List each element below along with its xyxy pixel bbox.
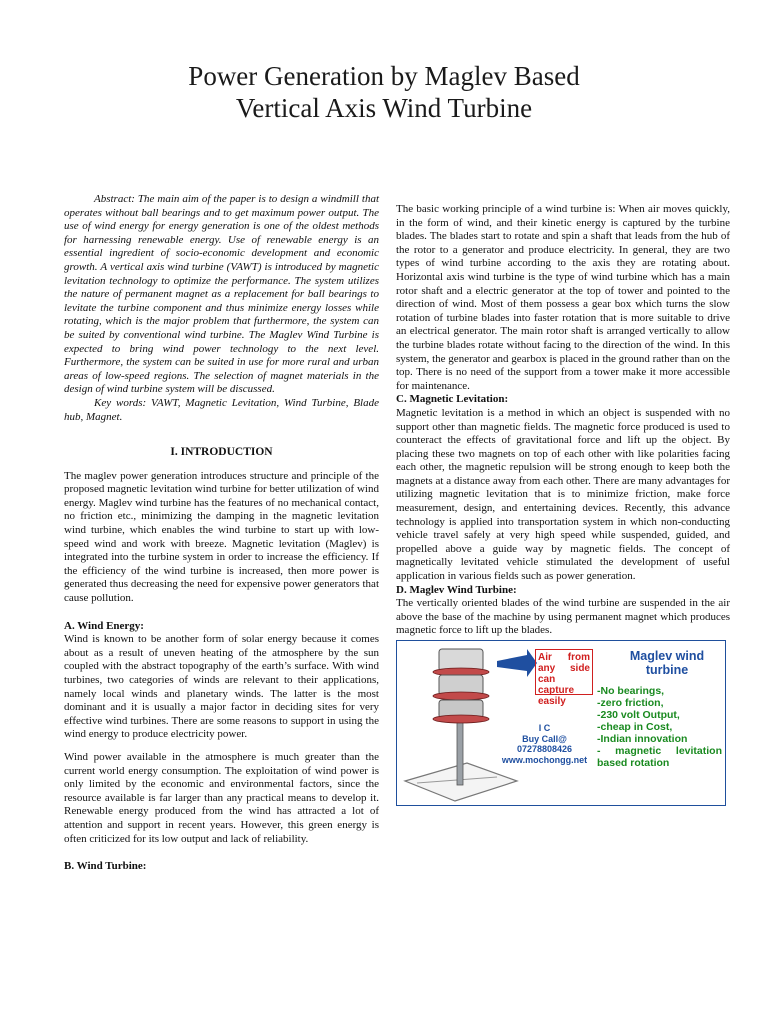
contact-line: I C [538,723,551,733]
section-heading-introduction: I. INTRODUCTION [170,446,273,459]
magnetic-levitation-paragraph: Magnetic levitation is a method in which an object is suspended with no support other than magnetic fields. The magnetic force produced is used to counteract the effects of gravitational force and lift up the object. By placing these two magnets on top of each other with like polarities facing each other, the magnetic repulsion will be strong enough to keep both the magnets at a distance away from each other. There are many advantages for utilizing magnetic levitation that is to minimize friction, make force measurement, design, and entertaining devices. Recently, this advance technology is applied into transportation system in which non-conducting vehicle travel safely at very high speed while suspended, guided, and propelled above a guide way by magnetic fields. The concept of magnetically levitated vehicle stimulated the development of useful application in various fields such as power generation. [396,406,730,583]
maglev-wind-turbine-paragraph: The vertically oriented blades of the wind turbine are suspended in the air above the base of the machine by using permanent magnet which produces magnetic force to lift up the blades. [396,597,730,637]
title-line-2: Vertical Axis Wind Turbine [235,93,533,123]
keywords: Key words: VAWT, Magnetic Levitation, Wind Turbine, Blade hub, Magnet. [64,396,379,423]
subsection-heading-maglev-wind-turbine: D. Maglev Wind Turbine: [396,583,517,596]
right-column [396,203,730,806]
figure-feature-list [597,685,722,769]
subsection-heading-wind-energy: A. Wind Energy: [64,619,144,632]
left-column [64,193,379,874]
wind-energy-paragraph-2: Wind power available in the atmosphere is much greater than the current world energy consumption. The exploitation of wind power is only limited by the economic and environmental factors, since the resource available is far larger than any practical means to develop it. Renewable energy produced from the wind has attracted a lot of attention and support in recent years. However, this green energy is often criticized for its low output and lack of reliability. [64,750,379,845]
intro-paragraph: The maglev power generation introduces structure and principle of the proposed magnetic levitation wind turbine for better utilization of wind energy. Maglev wind turbine has the features of no mechanical contact, no friction etc., minimizing the damping in the magnetic levitation wind turbine, which enables the wind turbine to start up with low-speed wind and work with breeze. Magnetic levitation (Maglev) is integrated into the turbine system in order to increase the efficiency. If the efficiency of the wind turbine is increased, then more power is generated thus decreasing the need for expensive power generators that cause pollution. [64,469,379,605]
subsection-heading-wind-turbine: B. Wind Turbine: [64,860,147,873]
magnet-ring-icon [433,692,489,700]
abstract: Abstract: The main aim of the paper is to design a windmill that operates without ball bearings and to get maximum power output. The use of wind energy for energy generation is one of the oldest methods for harnessing renewable energy. Use of renewable energy is an essential ingredient of socio-economic development and economic growth. A vertical axis wind turbine (VAWT) is introduced by magnetic levitation technology to optimize the performance. The system utilizes the nature of permanent magnet as a replacement for ball bearings to levitate the turbine component and thus minimize energy losses while rotating, which is the major problem that furthermore, the system can be suited by conventional wind turbine. The Maglev Wind Turbine is expected to bring wind power technology to the next level. Furthermore, the system can be suited in use for more rural and urban areas of low-speed regions. The selection of magnet materials in the design of wind turbine system will be discussed. [64,193,379,396]
magnet-ring-icon [433,715,489,723]
maglev-turbine-figure [396,640,726,806]
subsection-heading-magnetic-levitation: C. Magnetic Levitation: [396,393,509,406]
wind-arrow-icon [497,649,537,677]
contact-line: Buy Call@ [522,733,567,744]
wind-turbine-paragraph: The basic working principle of a wind turbine is: When air moves quickly, in the form of wind, and their kinetic energy is captured by the turbine blades. The blades start to rotate and spin a shaft that leads from the hub of the rotor to a generator and produce electricity. In general, they are two types of wind turbine according to the axis they are rotating about. Horizontal axis wind turbine is the type of wind turbine which has a main rotor shaft and a electric generator at the top of tower and pointed to the direction of wind. Most of them possess a gear box which turns the slow rotation of turbine blades into faster rotation that is more suitable to drive an electrical generator. The main rotor shaft is arranged vertically to allow the turbine blades rotate without facing to the direction of the wind. In this system, the generator and gearbox is placed in the ground rather than on the top. There is no need of the support from a tower make it more accessible for maintenance. [396,203,730,392]
feature-item: -zero friction, [597,697,664,709]
contact-line: 07278808426 [516,744,573,754]
feature-item: -Indian innovation [597,733,688,745]
figure-contact [497,723,592,765]
contact-line: www.mochongg.net [501,754,588,765]
paper-title [0,60,768,124]
wind-energy-paragraph-1: Wind is known to be another form of solar energy because it comes about as a result of uneven heating of the atmosphere by the sun coupled with the abstract topography of the earth’s surface. With wind turbines, two categories of winds are relevant to their applications, namely local winds and planetary winds. The latter is the most dominant and it is usually a major factor in deciding sites for very effective wind turbines. There are some reasons to support in using the wind energy to produce electricity power. [64,633,379,741]
feature-item: - magnetic levitation based rotation [597,745,722,769]
feature-item: -230 volt Output, [597,709,680,721]
feature-item: -cheap in Cost, [597,721,673,733]
figure-title: Maglev wind turbine [629,649,705,677]
title-line-1: Power Generation by Maglev Based [188,61,580,91]
figure-note: Air from any side can capture easily [535,649,593,695]
feature-item: -No bearings, [597,685,665,697]
